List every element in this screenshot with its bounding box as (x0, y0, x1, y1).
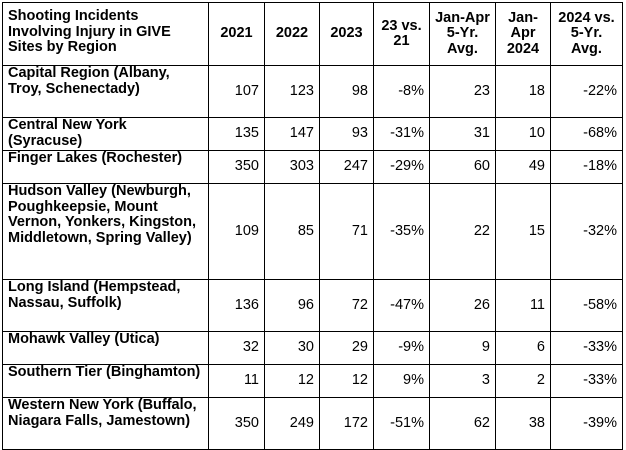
value-jan-apr-avg: 26 (430, 280, 496, 332)
column-header-2023: 2023 (320, 3, 374, 66)
value-jan-apr-2024: 38 (496, 398, 551, 450)
value-2022: 85 (265, 184, 320, 280)
column-header-2021: 2021 (209, 3, 265, 66)
column-header-2022: 2022 (265, 3, 320, 66)
value-2023: 247 (320, 151, 374, 184)
value-jan-apr-2024: 49 (496, 151, 551, 184)
value-2024-vs-avg: -39% (551, 398, 623, 450)
region-cell: Long Island (Hempstead, Nassau, Suffolk) (3, 280, 209, 332)
value-2023: 93 (320, 118, 374, 151)
column-header-jan-apr-avg: Jan-Apr 5-Yr. Avg. (430, 3, 496, 66)
value-2023: 72 (320, 280, 374, 332)
value-2024-vs-avg: -68% (551, 118, 623, 151)
value-2024-vs-avg: -22% (551, 66, 623, 118)
value-2021: 136 (209, 280, 265, 332)
value-23-vs-21: -29% (374, 151, 430, 184)
value-jan-apr-avg: 23 (430, 66, 496, 118)
value-2023: 71 (320, 184, 374, 280)
value-2022: 123 (265, 66, 320, 118)
region-cell: Southern Tier (Binghamton) (3, 365, 209, 398)
value-jan-apr-2024: 18 (496, 66, 551, 118)
table-header-row (3, 3, 623, 66)
column-header-region: Shooting Incidents Involving Injury in GIVE Sites by Region (3, 3, 209, 66)
value-23-vs-21: 9% (374, 365, 430, 398)
table-row (3, 332, 623, 365)
shooting-incidents-table (2, 2, 623, 450)
value-jan-apr-avg: 62 (430, 398, 496, 450)
value-2023: 29 (320, 332, 374, 365)
value-jan-apr-2024: 6 (496, 332, 551, 365)
column-header-23-vs-21: 23 vs. 21 (374, 3, 430, 66)
region-cell: Finger Lakes (Rochester) (3, 151, 209, 184)
value-2024-vs-avg: -33% (551, 332, 623, 365)
region-cell: Central New York (Syracuse) (3, 118, 209, 151)
value-2022: 147 (265, 118, 320, 151)
value-23-vs-21: -8% (374, 66, 430, 118)
value-2022: 12 (265, 365, 320, 398)
value-jan-apr-avg: 60 (430, 151, 496, 184)
value-jan-apr-avg: 9 (430, 332, 496, 365)
value-23-vs-21: -35% (374, 184, 430, 280)
value-23-vs-21: -51% (374, 398, 430, 450)
value-jan-apr-2024: 2 (496, 365, 551, 398)
value-2024-vs-avg: -18% (551, 151, 623, 184)
value-jan-apr-avg: 3 (430, 365, 496, 398)
table-row (3, 151, 623, 184)
value-2023: 172 (320, 398, 374, 450)
value-jan-apr-2024: 15 (496, 184, 551, 280)
column-header-jan-apr-2024: Jan-Apr 2024 (496, 3, 551, 66)
region-cell: Hudson Valley (Newburgh, Poughkeepsie, Mount Vernon, Yonkers, Kingston, Middletown, Spring Valley) (3, 184, 209, 280)
value-jan-apr-avg: 31 (430, 118, 496, 151)
value-2021: 11 (209, 365, 265, 398)
value-2022: 30 (265, 332, 320, 365)
value-jan-apr-2024: 11 (496, 280, 551, 332)
value-2021: 107 (209, 66, 265, 118)
table-row (3, 66, 623, 118)
value-2024-vs-avg: -32% (551, 184, 623, 280)
table-row (3, 398, 623, 450)
value-2023: 98 (320, 66, 374, 118)
value-23-vs-21: -9% (374, 332, 430, 365)
value-2021: 109 (209, 184, 265, 280)
value-23-vs-21: -47% (374, 280, 430, 332)
table-row (3, 365, 623, 398)
value-23-vs-21: -31% (374, 118, 430, 151)
value-2021: 135 (209, 118, 265, 151)
value-2022: 96 (265, 280, 320, 332)
region-cell: Mohawk Valley (Utica) (3, 332, 209, 365)
value-2021: 350 (209, 151, 265, 184)
value-jan-apr-2024: 10 (496, 118, 551, 151)
table-row (3, 118, 623, 151)
column-header-2024-vs-avg: 2024 vs. 5-Yr. Avg. (551, 3, 623, 66)
region-cell: Western New York (Buffalo, Niagara Falls, Jamestown) (3, 398, 209, 450)
value-2024-vs-avg: -58% (551, 280, 623, 332)
value-2021: 32 (209, 332, 265, 365)
value-jan-apr-avg: 22 (430, 184, 496, 280)
value-2021: 350 (209, 398, 265, 450)
table-row (3, 184, 623, 280)
value-2022: 303 (265, 151, 320, 184)
table-row (3, 280, 623, 332)
region-cell: Capital Region (Albany, Troy, Schenectady) (3, 66, 209, 118)
value-2023: 12 (320, 365, 374, 398)
value-2022: 249 (265, 398, 320, 450)
value-2024-vs-avg: -33% (551, 365, 623, 398)
